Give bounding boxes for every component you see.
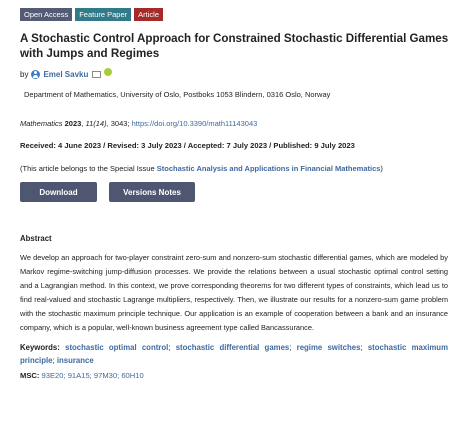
open-access-badge[interactable]: Open Access [20, 8, 72, 21]
orcid-icon[interactable] [104, 68, 112, 76]
keywords: Keywords: stochastic optimal control; stochastic differential games; regime switches; stochastic maximum principle; insurance [20, 343, 449, 365]
msc-heading: MSC: [20, 371, 40, 381]
article-type-badge: Article [134, 8, 163, 21]
citation-volume-issue: 11(14) [85, 119, 107, 128]
download-button[interactable]: Download [20, 182, 97, 202]
special-issue-suffix: ) [380, 164, 383, 173]
keyword-link[interactable]: insurance [56, 355, 94, 365]
action-buttons [20, 182, 460, 202]
feature-paper-badge[interactable]: Feature Paper [75, 8, 131, 21]
publication-dates: Received: 4 June 2023 / Revised: 3 July 2023 / Accepted: 7 July 2023 / Published: 9 July 2023 [20, 141, 355, 150]
versions-notes-button[interactable]: Versions Notes [109, 182, 195, 202]
special-issue-link[interactable]: Stochastic Analysis and Applications in Financial Mathematics [156, 164, 381, 173]
msc-value: 93E20; 91A15; 97M30; 60H10 [41, 371, 144, 381]
journal-name[interactable]: Mathematics [20, 119, 63, 128]
person-icon [31, 70, 40, 79]
keyword-link[interactable]: stochastic differential games [175, 343, 290, 353]
special-issue-note [20, 164, 460, 173]
byline-by: by [20, 69, 29, 79]
doi-link[interactable]: https://doi.org/10.3390/math11143043 [131, 119, 258, 128]
author-link[interactable]: Emel Savku [43, 69, 89, 79]
mail-icon[interactable] [92, 71, 101, 78]
article-page [20, 8, 460, 380]
keyword-link[interactable]: stochastic optimal control [65, 343, 169, 353]
keywords-heading: Keywords: [20, 343, 60, 353]
msc-codes [20, 371, 460, 380]
badge-row [20, 8, 460, 21]
byline [20, 68, 460, 80]
special-issue-prefix: (This article belongs to the Special Issue [20, 164, 157, 173]
article-title: A Stochastic Control Approach for Constrained Stochastic Differential Games with Jumps and Regimes [20, 32, 449, 60]
citation-line: Mathematics 2023, 11(14), 3043; https://doi.org/10.3390/math11143043 [20, 119, 258, 128]
abstract-text: We develop an approach for two-player constraint zero-sum and nonzero-sum stochastic differential games, which are modeled by Markov regime-switching jump-diffusion processes. We provide the relations between a usual stochastic optimal control setting and a Lagrangian method. In this context, we prove corresponding theorems for two different types of constraints, which lead us to find real-valued and stochastic Lagrange multipliers, respectively. Then, we illustrate our results for a nonzero-sum game problem with the stochastic maximum principle technique. Our application is an example of cooperation between a bank and an insurance company, which is a popular, well-known business agreement type called Bancassurance. [20, 253, 448, 332]
citation-article-number: 3043; [110, 119, 130, 128]
keyword-link[interactable]: stochastic maximum principle [20, 343, 449, 365]
abstract-heading: Abstract [20, 234, 52, 243]
keyword-link[interactable]: regime switches [296, 343, 361, 353]
affiliation: Department of Mathematics, University of Oslo, Postboks 1053 Blindern, 0316 Oslo, Norway [24, 90, 331, 99]
citation-year: 2023 [64, 119, 82, 128]
